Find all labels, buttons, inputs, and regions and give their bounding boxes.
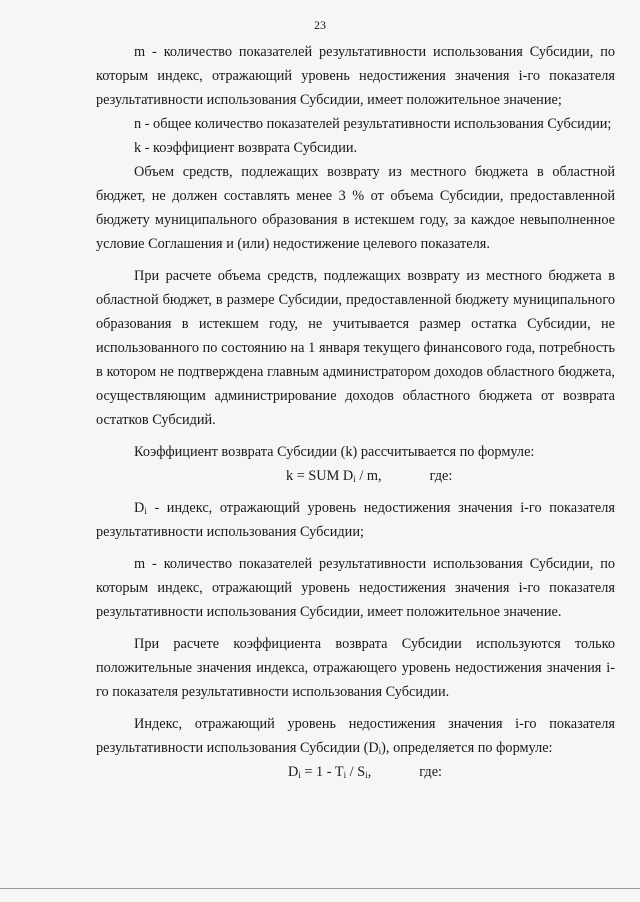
- formula-k: k = SUM $D_i$ / m, где:: [286, 468, 453, 484]
- paragraph-k-definition: k - коэффициент возврата Субсидии.: [134, 140, 358, 156]
- page-bottom-rule: [0, 888, 640, 889]
- paragraph-positive-values: При расчете коэффициента возврата Субсидии используются только положительные значения индекса, отражающего уровень недостижения значения i-го показателя результативности использования Субсидии.: [96, 636, 615, 700]
- paragraph-m-definition: m - количество показателей результативности использования Субсидии, по которым индекс, отражающий уровень недостижения значения i-го показателя результативности использования Субсидии, имеет положительное значение;: [96, 44, 615, 108]
- paragraph-return-volume: Объем средств, подлежащих возврату из местного бюджета в областной бюджет, не должен составлять менее 3 % от объема Субсидии, предоставленной бюджету муниципального образования в истекшем году, за каждое невыполненное условие Соглашения и (или) недостижение целевого показателя.: [96, 164, 615, 252]
- formula-di: $D_i = 1 - T_i / S_i$, где:: [288, 764, 443, 780]
- paragraph-index-intro: Индекс, отражающий уровень недостижения значения i-го показателя результативности использования Субсидии $(D_i)$, определяется по формуле:: [96, 716, 615, 756]
- paragraph-m-definition-2: m - количество показателей результативности использования Субсидии, по которым индекс, отражающий уровень недостижения значения i-го показателя результативности использования Субсидии, имеет положительное значение.: [96, 556, 615, 620]
- paragraph-calculation-note: При расчете объема средств, подлежащих возврату из местного бюджета в областной бюджет, в размере Субсидии, предоставленной бюджету муниципального образования в истекшем году, не учитывается размер остатка Субсидии, не использованного по состоянию на 1 января текущего финансового года, потребность в котором не подтверждена главным администратором доходов областного бюджета, осуществляющим администрирование доходов областного бюджета от возврата остатков Субсидий.: [96, 268, 615, 428]
- paragraph-coefficient-intro: Коэффициент возврата Субсидии (k) рассчитывается по формуле:: [134, 444, 535, 460]
- page-number: 23: [314, 18, 326, 32]
- paragraph-di-definition: $D_i$ - индекс, отражающий уровень недостижения значения i-го показателя результативности использования Субсидии;: [96, 500, 615, 540]
- paragraph-n-definition: n - общее количество показателей результативности использования Субсидии;: [134, 116, 612, 132]
- document-body: [96, 40, 615, 784]
